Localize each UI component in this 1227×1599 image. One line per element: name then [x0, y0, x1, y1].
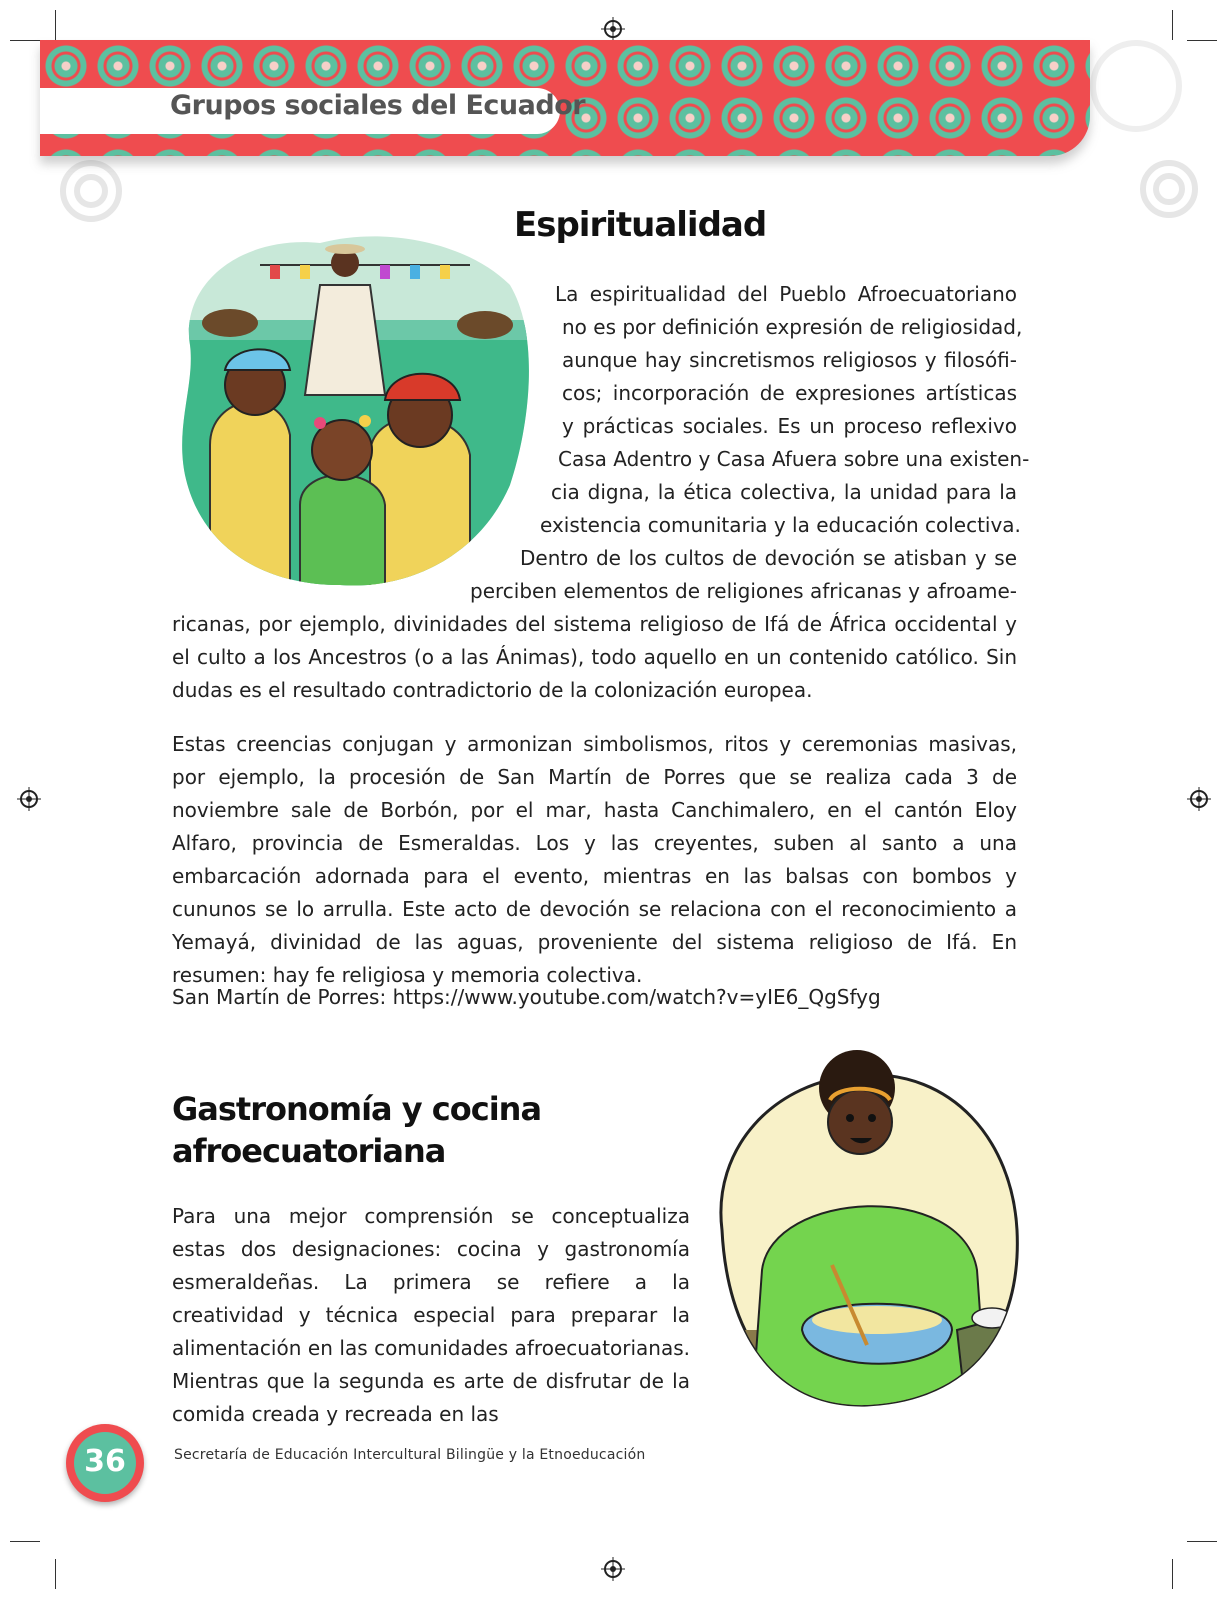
crop-mark	[10, 1541, 40, 1542]
crop-mark	[10, 40, 40, 41]
swirl-ornament-icon	[1153, 173, 1185, 205]
gastronomia-heading-line1: Gastronomía y cocina	[172, 1090, 542, 1128]
crop-mark	[55, 1559, 56, 1589]
crop-mark	[1172, 1559, 1173, 1589]
cook-illustration	[712, 1030, 1024, 1410]
espiritualidad-text-line: existencia comunitaria y la educación colectiva.	[540, 513, 1021, 537]
registration-mark-icon	[604, 20, 622, 38]
crop-mark	[1172, 10, 1173, 40]
espiritualidad-paragraph-continued: ricanas, por ejemplo, divinidades del sistema religioso de Ifá de África occidental y el culto a los Ancestros (o a las Ánimas), todo aquello en un contenido católico. Sin dudas es el resultado contradictorio de la colonización europea.	[172, 612, 1017, 702]
registration-mark-icon	[1190, 790, 1208, 808]
espiritualidad-text-line: no es por definición expresión de religiosidad,	[562, 315, 1023, 339]
espiritualidad-text-line: La espiritualidad del Pueblo Afroecuatoriano	[555, 282, 1017, 306]
espiritualidad-text-line: Dentro de los cultos de devoción se atisban y se	[520, 546, 1017, 570]
swirl-ornament-icon	[1090, 40, 1182, 132]
gastronomia-paragraph: Para una mejor comprensión se conceptualiza estas dos designaciones: cocina y gastronomía esmeraldeñas. La primera se refiere a la creatividad y técnica especial para preparar la alimentación en las comunidades afroecuatorianas. Mientras que la segunda es arte de disfrutar de la comida creada y recreada en las	[172, 1204, 690, 1426]
espiritualidad-text-line: cos; incorporación de expresiones artísticas	[562, 381, 1017, 405]
espiritualidad-text-line: y prácticas sociales. Es un proceso reflexivo	[562, 414, 1017, 438]
espiritualidad-text-line: perciben elementos de religiones africanas y afroame-	[470, 579, 1017, 603]
page-number: 36	[84, 1444, 126, 1479]
espiritualidad-text-line: aunque hay sincretismos religiosos y filosófi-	[562, 348, 1017, 372]
san-martin-link-line[interactable]: San Martín de Porres: https://www.youtube.com/watch?v=yIE6_QgSfyg	[172, 985, 881, 1009]
crop-mark	[55, 10, 56, 40]
gastronomia-heading-line2: afroecuatoriana	[172, 1132, 446, 1170]
gastronomia-heading	[172, 1088, 541, 1172]
espiritualidad-text-line: cia digna, la ética colectiva, la unidad para la	[551, 480, 1017, 504]
publisher-footer: Secretaría de Educación Intercultural Bilingüe y la Etnoeducación	[174, 1447, 646, 1463]
espiritualidad-heading: Espiritualidad	[514, 205, 767, 245]
registration-mark-icon	[604, 1560, 622, 1578]
crop-mark	[1187, 1541, 1217, 1542]
swirl-ornament-icon	[74, 174, 108, 208]
section-title: Grupos sociales del Ecuador	[170, 90, 586, 121]
procession-illustration	[170, 225, 540, 595]
espiritualidad-paragraph-2: Estas creencias conjugan y armonizan simbolismos, ritos y ceremonias masivas, por ejemplo, la procesión de San Martín de Porres que se realiza cada 3 de noviembre sale de Borbón, por el mar, hasta Canchimalero, en el cantón Eloy Alfaro, provincia de Esmeraldas. Los y las creyentes, suben al santo a una embarcación adornada para el evento, mientras en las balsas con bombos y cununos se lo arrulla. Este acto de devoción se relaciona con el reconocimiento a Yemayá, divinidad de las aguas, proveniente del sistema religioso de Ifá. En resumen: hay fe religiosa y memoria colectiva.	[172, 732, 1017, 987]
espiritualidad-text-line: Casa Adentro y Casa Afuera sobre una existen-	[558, 447, 1030, 471]
crop-mark	[1187, 40, 1217, 41]
registration-mark-icon	[20, 790, 38, 808]
